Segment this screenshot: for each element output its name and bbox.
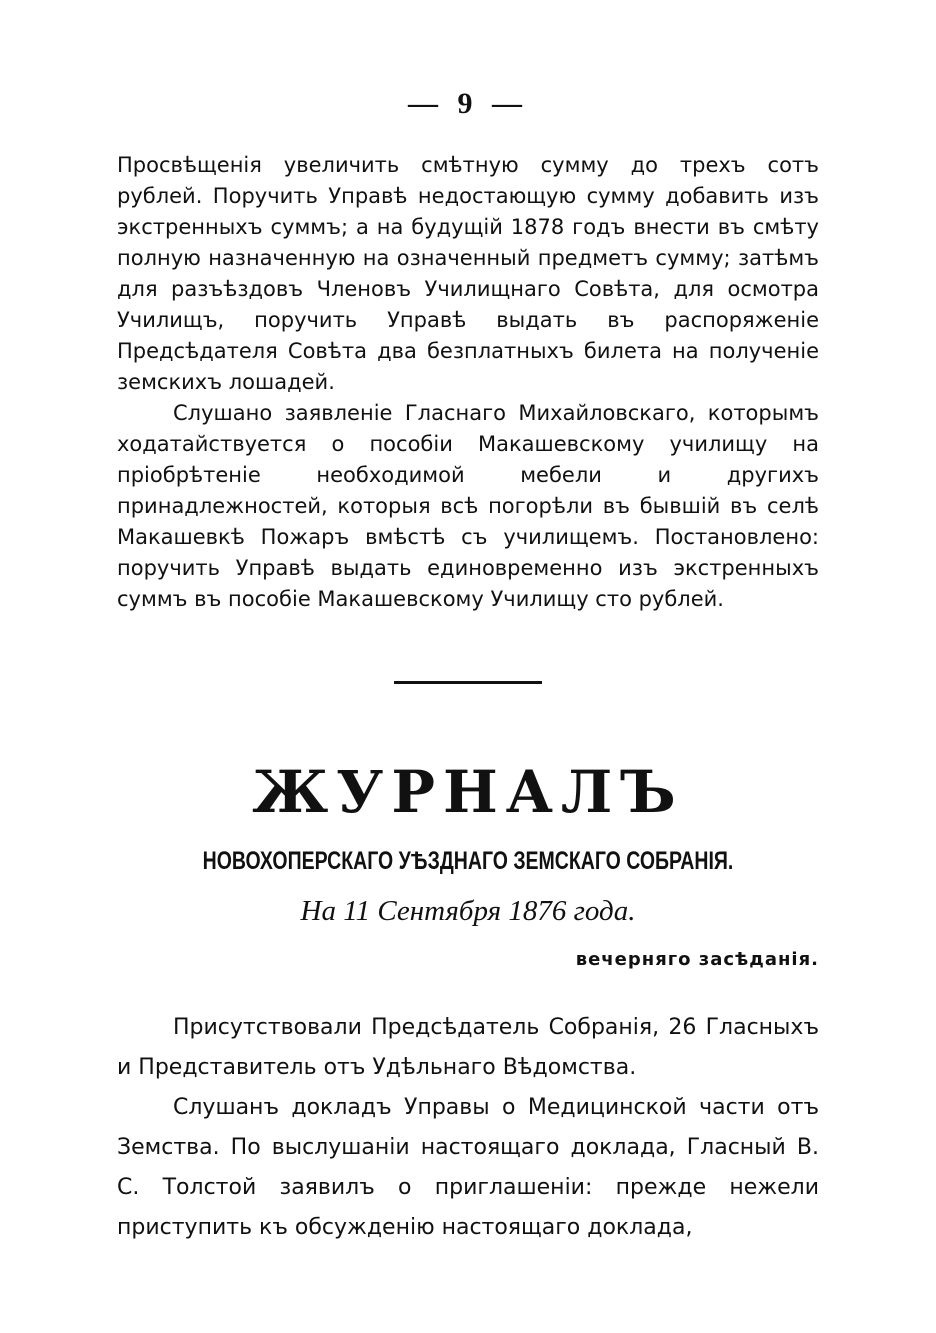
section-separator: [394, 681, 542, 684]
paragraph-1: Просвѣщенія увеличить смѣтную сумму до трехъ сотъ рублей. Поручить Управѣ недостающую сумму добавить изъ экстренныхъ суммъ; а на будущій 1878 годъ внести въ смѣту полную назначенную на означенный предметъ сумму; затѣмъ для разъѣздовъ Членовъ Училищнаго Совѣта, для осмотра Училищъ, поручить Управѣ выдать въ распоряженіе Предсѣдателя Совѣта два безплатныхъ билета на полученіе земскихъ лошадей.: [117, 153, 819, 394]
minutes-section: [117, 1008, 819, 1248]
attendance-paragraph: Присутствовали Предсѣдатель Собранія, 26 Гласныхъ и Представитель отъ Удѣльнаго Вѣдомства.: [117, 1015, 819, 1080]
session-label: вечерняго засѣданія.: [575, 949, 819, 970]
page-number: — 9 —: [408, 87, 528, 120]
paragraph-2: Слушано заявленіе Гласнаго Михайловскаго, которымъ ходатайствуется о пособіи Макашевскому училищу на пріобрѣтеніе необходимой мебели и другихъ принадлежностей, которыя всѣ погорѣли въ бывшій въ селѣ Макашевкѣ Пожаръ вмѣстѣ съ училищемъ. Постановлено: поручить Управѣ выдать единовременно изъ экстренныхъ суммъ въ пособіе Макашевскому Училищу сто рублей.: [117, 401, 819, 611]
journal-subtitle: НОВОХОПЕРСКАГО УѢЗДНАГО ЗЕМСКАГО СОБРАНІЯ.: [202, 847, 734, 875]
journal-title: ЖУРНАЛЪ: [252, 758, 684, 826]
report-paragraph: Слушанъ докладъ Управы о Медицинской части отъ Земства. По выслушаніи настоящаго доклада, Гласный В. С. Толстой заявилъ о приглашеніи: прежде нежели приступить къ обсужденію настоящаго доклада,: [117, 1095, 819, 1240]
journal-date: На 11 Сентября 1876 года.: [300, 895, 636, 927]
